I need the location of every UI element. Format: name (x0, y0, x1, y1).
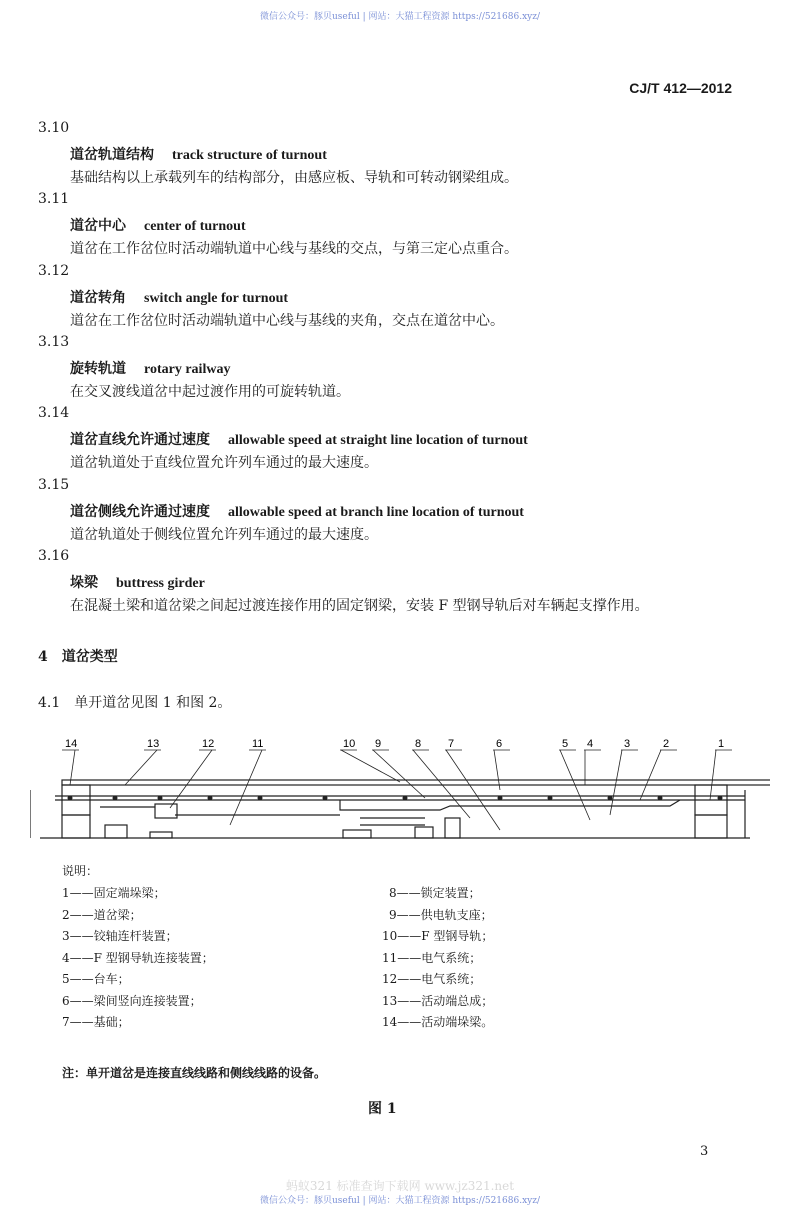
callout-leader (230, 750, 262, 825)
callout-leader (170, 750, 212, 808)
callout-label-13: 13 (147, 738, 160, 750)
term-en: buttress girder (116, 575, 205, 591)
section-4-heading: 4 道岔类型 (38, 649, 118, 665)
term-en: center of turnout (144, 219, 246, 235)
callout-label-11: 11 (252, 738, 264, 750)
term-definition: 道岔在工作岔位时活动端轨道中心线与基线的夹角，交点在道岔中心。 (70, 312, 504, 329)
legend-item: 14——活动端垛梁。 (382, 1015, 494, 1029)
watermark-bottom: 微信公众号：豚贝useful | 网站：大猫工程资源 https://521686.xyz/ (259, 1196, 541, 1206)
callout-label-3: 3 (624, 738, 631, 750)
legend-item: 3——铰轴连杆装置； (62, 929, 178, 943)
legend-item: 12——电气系统； (382, 972, 482, 986)
legend-item: 9——供电轨支座； (389, 907, 493, 922)
legend-item: 11——电气系统； (382, 950, 482, 965)
callout-leader (341, 750, 400, 782)
term-en: allowable speed at straight line location of turnout (228, 433, 528, 449)
term-number: 3.12 (38, 262, 70, 279)
callout-label-14: 14 (65, 738, 78, 750)
term-number: 3.14 (38, 405, 70, 422)
term-definition: 道岔轨道处于侧线位置允许列车通过的最大速度。 (70, 526, 378, 543)
callout-label-9: 9 (375, 738, 382, 750)
legend-item: 10——F 型钢导轨； (382, 929, 494, 943)
term-heading (70, 358, 230, 378)
legend-item: 2——道岔梁； (62, 907, 142, 922)
term-zh: 垛梁 (70, 574, 98, 591)
callout-label-6: 6 (496, 738, 503, 750)
term-zh: 道岔轨道结构 (70, 147, 154, 163)
term-heading (70, 501, 524, 521)
term-definition: 在混凝土梁和道岔梁之间起过渡连接作用的固定钢梁，安装 F 型钢导轨后对车辆起支撑作用。 (70, 597, 649, 614)
term-en: allowable speed at branch line location of turnout (228, 504, 524, 520)
standard-number-header: CJ/T 412—2012 (629, 80, 732, 96)
term-number: 3.16 (38, 547, 70, 564)
term-number: 3.11 (38, 191, 70, 208)
callout-label-8: 8 (415, 738, 422, 750)
legend-item: 8——锁定装置； (389, 886, 481, 900)
callout-leader (640, 750, 661, 800)
callout-label-5: 5 (562, 738, 569, 750)
term-heading (70, 429, 528, 449)
callout-leader (494, 750, 500, 790)
term-heading (70, 287, 288, 307)
term-zh: 道岔侧线允许通过速度 (70, 503, 210, 520)
page-number: 3 (700, 1144, 709, 1159)
callout-label-4: 4 (587, 738, 594, 750)
figure-caption: 图 1 (368, 1101, 397, 1117)
term-zh: 道岔转角 (70, 289, 126, 306)
legend-item: 7——基础； (62, 1015, 130, 1029)
callout-leader (610, 750, 622, 815)
term-definition: 道岔轨道处于直线位置允许列车通过的最大速度。 (70, 455, 378, 472)
term-number: 3.10 (38, 120, 70, 136)
legend-item: 4——F 型钢导轨连接装置； (62, 950, 214, 965)
term-number: 3.15 (38, 476, 70, 493)
term-definition: 在交叉渡线道岔中起过渡作用的可旋转轨道。 (70, 383, 350, 400)
watermark-top: 微信公众号：豚贝useful | 网站：大猫工程资源 https://521686.xyz/ (259, 12, 541, 22)
legend-title: 说明： (62, 864, 99, 878)
watermark-faint: 蚂蚁321 标准查询下载网 www.jz321.net (285, 1179, 515, 1193)
term-definition: 基础结构以上承载列车的结构部分，由感应板、导轨和可转动钢梁组成。 (70, 170, 518, 186)
term-number: 3.13 (38, 333, 70, 350)
term-en: switch angle for turnout (144, 290, 289, 306)
term-definition: 道岔在工作岔位时活动端轨道中心线与基线的交点，与第三定心点重合。 (70, 241, 518, 258)
callout-label-10: 10 (343, 738, 356, 750)
legend-item: 6——梁间竖向连接装置； (62, 993, 202, 1008)
clause-4-1: 4.1 单开道岔见图 1 和图 2。 (38, 695, 232, 711)
legend-item: 13——活动端总成； (382, 993, 494, 1008)
term-zh: 道岔直线允许通过速度 (70, 432, 210, 449)
term-en: track structure of turnout (172, 148, 327, 163)
legend-item: 5——台车； (62, 972, 130, 986)
callout-leader (373, 750, 425, 798)
callout-label-1: 1 (718, 738, 725, 750)
term-heading (70, 215, 246, 235)
callout-label-2: 2 (663, 738, 670, 750)
figure-note: 注：单开道岔是连接直线线路和侧线线路的设备。 (62, 1066, 327, 1080)
f-steel-guide-rail (62, 780, 770, 785)
callout-label-7: 7 (448, 738, 455, 750)
term-zh: 道岔中心 (70, 218, 126, 235)
callout-leader (413, 750, 470, 818)
callout-leader (710, 750, 716, 800)
legend-item: 1——固定端垛梁； (62, 886, 166, 900)
term-heading (70, 572, 205, 592)
callout-label-12: 12 (202, 738, 215, 750)
figure-1-single-turnout-drawing (30, 730, 770, 850)
term-en: rotary railway (144, 361, 231, 377)
term-heading (70, 144, 327, 164)
term-zh: 旋转轨道 (70, 360, 126, 377)
